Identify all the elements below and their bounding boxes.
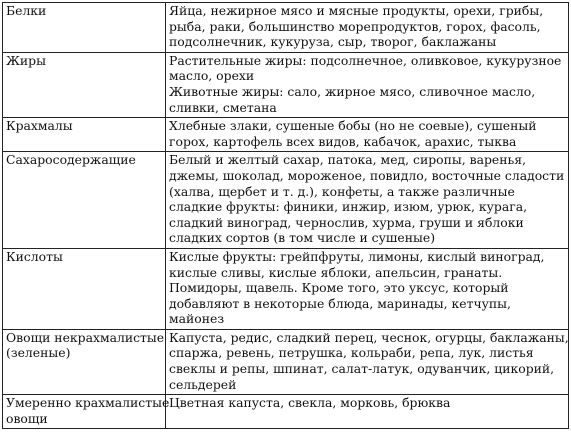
table-row — [3, 248, 569, 329]
items-text: Животные жиры: сало, жирное мясо, сливочное масло, — [169, 83, 536, 99]
items-cell — [166, 152, 569, 249]
items-cell — [166, 52, 569, 117]
items-cell — [166, 248, 569, 329]
table-row — [3, 395, 569, 429]
items-text: масло, орехи — [169, 68, 255, 84]
items-text: свеклы и репы, шпинат, салат-латук, одуванчик, цикорий, — [169, 361, 555, 377]
items-text: (халва, щербет и т. д.), конфеты, а также различные — [169, 183, 515, 199]
category-text: Жиры — [6, 52, 46, 68]
items-text: сливки, сметана — [169, 99, 277, 115]
items-text: подсолнечник, кукуруза, сыр, творог, баклажаны — [169, 34, 497, 50]
category-cell — [3, 329, 166, 394]
category-cell — [3, 152, 166, 249]
category-cell — [3, 52, 166, 117]
category-text: Крахмалы — [6, 118, 73, 134]
items-text: добавляют в некоторые блюда, маринады, кетчупы, — [169, 295, 511, 311]
category-text: овощи — [6, 410, 48, 426]
table-row — [3, 52, 569, 117]
category-text: Овощи некрахмалистые — [6, 329, 165, 345]
items-text: джемы, шоколад, мороженое, повидло, восточные сладости — [169, 167, 565, 183]
table-row — [3, 118, 569, 152]
items-text: сельдерей — [169, 376, 237, 392]
items-text: Помидоры, щавель. Кроме того, это уксус, который — [169, 280, 509, 296]
category-cell — [3, 248, 166, 329]
table-row — [3, 152, 569, 249]
category-text: Сахаросодержащие — [6, 152, 136, 168]
items-text: кислые сливы, кислые яблоки, апельсин, гранаты. — [169, 264, 503, 280]
food-groups-table — [2, 2, 569, 429]
category-cell — [3, 395, 170, 429]
category-cell — [3, 3, 166, 53]
category-text: Белки — [6, 3, 47, 18]
category-text: (зеленые) — [6, 345, 71, 361]
items-text: сладких сортов (в том числе и сушеные) — [169, 230, 436, 246]
items-text: Кислые фрукты: грейпфруты, лимоны, кислый виноград, — [169, 248, 545, 264]
items-text: Цветная капуста, свекла, морковь, брюква — [169, 395, 451, 411]
items-text: горох, картофель всех видов, кабачок, арахис, тыква — [169, 133, 517, 149]
items-text: сладкий виноград, чернослив, хурма, груши и яблоки — [169, 214, 524, 230]
items-text: сладкие фрукты: финики, инжир, изюм, урюк, курага, — [169, 199, 528, 215]
items-text: Капуста, редис, сладкий перец, чеснок, огурцы, баклажаны, — [169, 329, 569, 345]
category-text: Умеренно крахмалистые — [6, 395, 170, 411]
items-text: Хлебные злаки, сушеные бобы (но не соевые), сушеный — [169, 118, 537, 134]
items-text: спаржа, ревень, петрушка, кольраби, репа, лук, листья — [169, 345, 534, 361]
table-row — [3, 329, 569, 394]
items-cell — [166, 118, 569, 152]
items-text: Растительные жиры: подсолнечное, оливковое, кукурузное — [169, 52, 562, 68]
items-text: рыба, раки, большинство морепродуктов, горох, фасоль, — [169, 18, 541, 34]
items-text: Белый и желтый сахар, патока, мед, сиропы, варенья, — [169, 152, 527, 168]
items-text: Яйца, нежирное мясо и мясные продукты, орехи, грибы, — [169, 3, 544, 18]
category-text: Кислоты — [6, 248, 63, 264]
items-cell — [166, 395, 569, 429]
category-cell — [3, 118, 166, 152]
table-row — [3, 3, 569, 53]
items-cell — [166, 329, 569, 394]
items-cell — [166, 3, 569, 53]
items-text: майонез — [169, 311, 225, 327]
